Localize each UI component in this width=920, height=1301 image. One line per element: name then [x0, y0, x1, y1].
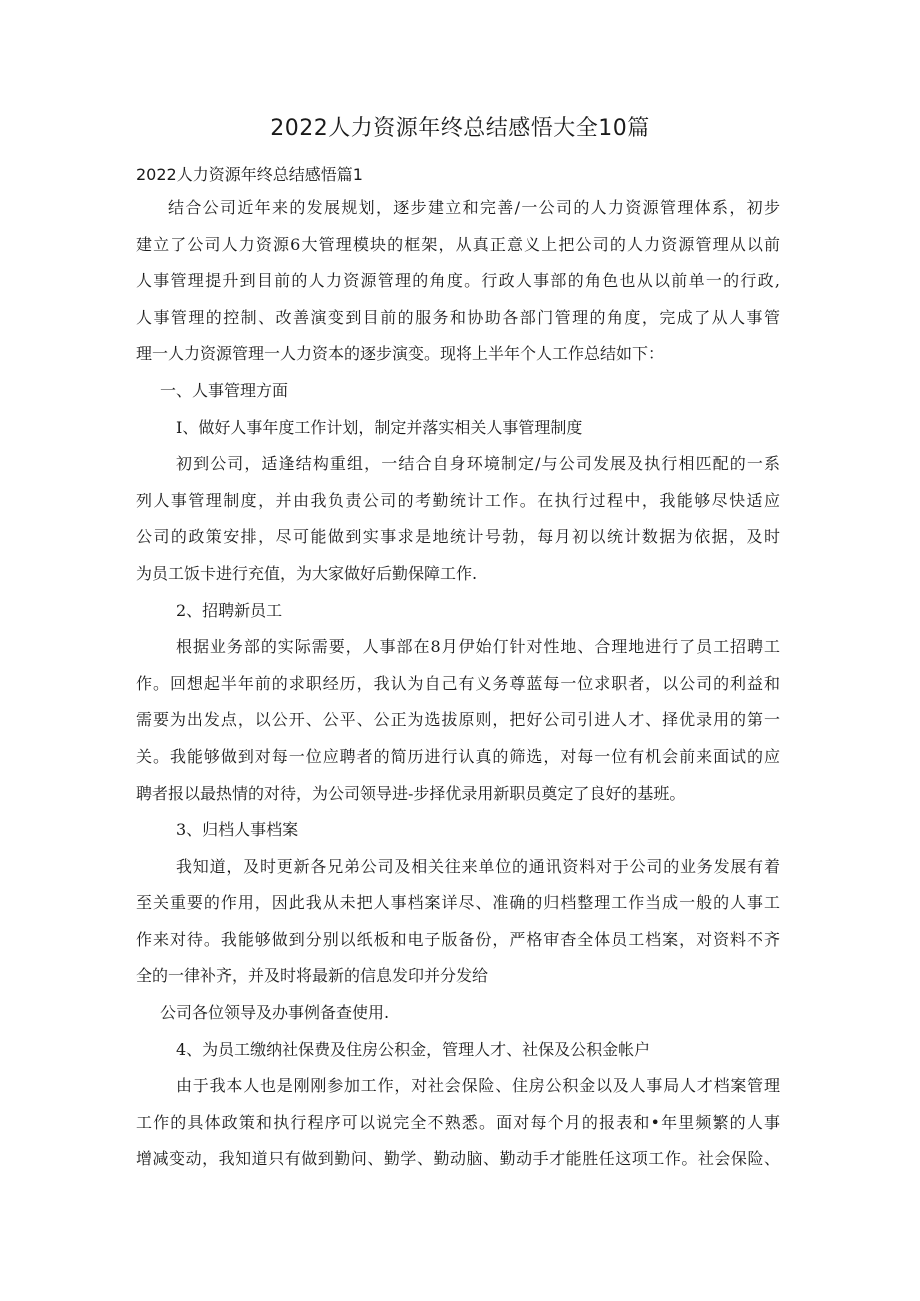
- section-heading: 2022人力资源年终总结感悟篇1: [136, 165, 363, 184]
- paragraph-line: 需要为出发点，以公开、公平、公正为选拔原则，把好公司引进人才、择优录用的第一: [136, 710, 780, 730]
- paragraph-line: 工作的具体政策和执行程序可以说完全不熟悉。面对每个月的报表和•年里频繁的人事: [136, 1112, 780, 1132]
- paragraph-line: 结合公司近年来的发展规划，逐步建立和完善/一公司的人力资源管理体系，初步: [168, 198, 780, 217]
- subsection-heading: I、做好人事年度工作计划，制定并落实相关人事管理制度: [176, 417, 583, 437]
- paragraph-line: 我知道，及时更新各兄弟公司及相关往来单位的通讯资料对于公司的业务发展有着: [176, 856, 780, 876]
- subsection-heading: 一、人事管理方面: [160, 380, 289, 400]
- document-title: 2022人力资源年终总结感悟大全10篇: [270, 116, 650, 141]
- paragraph-line: 聘者报以最热情的对待，为公司领导进-步择优录用新职员奠定了良好的基班。: [136, 783, 686, 803]
- paragraph-line: 增减变动，我知道只有做到勤问、勤学、勤动脑、勤动手才能胜任这项工作。社会保险、: [136, 1149, 780, 1169]
- paragraph-line: 人事管理提升到目前的人力资源管理的角度。行政人事部的角色也从以前单一的行政,: [136, 271, 780, 291]
- paragraph-line: 作。回想起半年前的求职经历，我认为自己有义务尊蓝每一位求职者，以公司的利益和: [136, 673, 780, 693]
- paragraph-line: 关。我能够做到对每一位应聘者的简历进行认真的筛选，对每一位有机会前来面试的应: [136, 746, 780, 766]
- paragraph-line: 作来对待。我能够做到分别以纸板和电子版备份，严格审杳全体员工档案，对资料不齐: [136, 929, 780, 949]
- paragraph-line: 公司的政策安排，尽可能做到实事求是地统计号勃，每月初以统计数据为依据，及时: [136, 527, 780, 547]
- paragraph-line: 公司各位领导及办事例备查使用.: [160, 1003, 390, 1023]
- paragraph-line: 全的一律补齐，并及时将最新的信息发印并分发给: [136, 966, 489, 986]
- paragraph-line: 由于我本人也是刚刚参加工作，对社会保险、住房公积金以及人事局人才档案管理: [176, 1076, 780, 1096]
- paragraph-line: 初到公司，适逢结构重组，一结合自身环境制定/与公司发展及执行相匹配的一系: [176, 454, 780, 474]
- paragraph-line: 为员工饭卡进行充值，为大家做好后勤保障工作.: [136, 563, 478, 583]
- subsection-heading: 3、归档人事档案: [176, 820, 299, 840]
- document-body: [136, 196, 780, 1184]
- paragraph-line: 根据业务部的实际需要，人事部在8月伊始仃针对性地、合理地进行了员工招聘工: [176, 637, 780, 657]
- paragraph-line: 至关重要的作用，因此我从未把人事档案详尽、准确的归档整理工作当成一般的人事工: [136, 893, 780, 913]
- paragraph-line: 列人事管理制度，并由我负责公司的考勤统计工作。在执行过程中，我能够尽快适应: [136, 490, 780, 510]
- subsection-heading: 2、招聘新员工: [176, 600, 283, 620]
- paragraph-line: 理一人力资源管理一人力资本的逐步演变。现将上半年个人工作总结如下：: [136, 344, 665, 364]
- paragraph-line: 人事管理的控制、改善演变到目前的服务和协助各部门管理的角度，完成了从人事管: [136, 307, 780, 327]
- paragraph-line: 建立了公司人力资源6大管理模块的框架，从真正意义上把公司的人力资源管理从以前: [136, 234, 780, 254]
- subsection-heading: 4、为员工缴纳社保费及住房公积金，管理人才、社保及公积金帐户: [176, 1039, 651, 1059]
